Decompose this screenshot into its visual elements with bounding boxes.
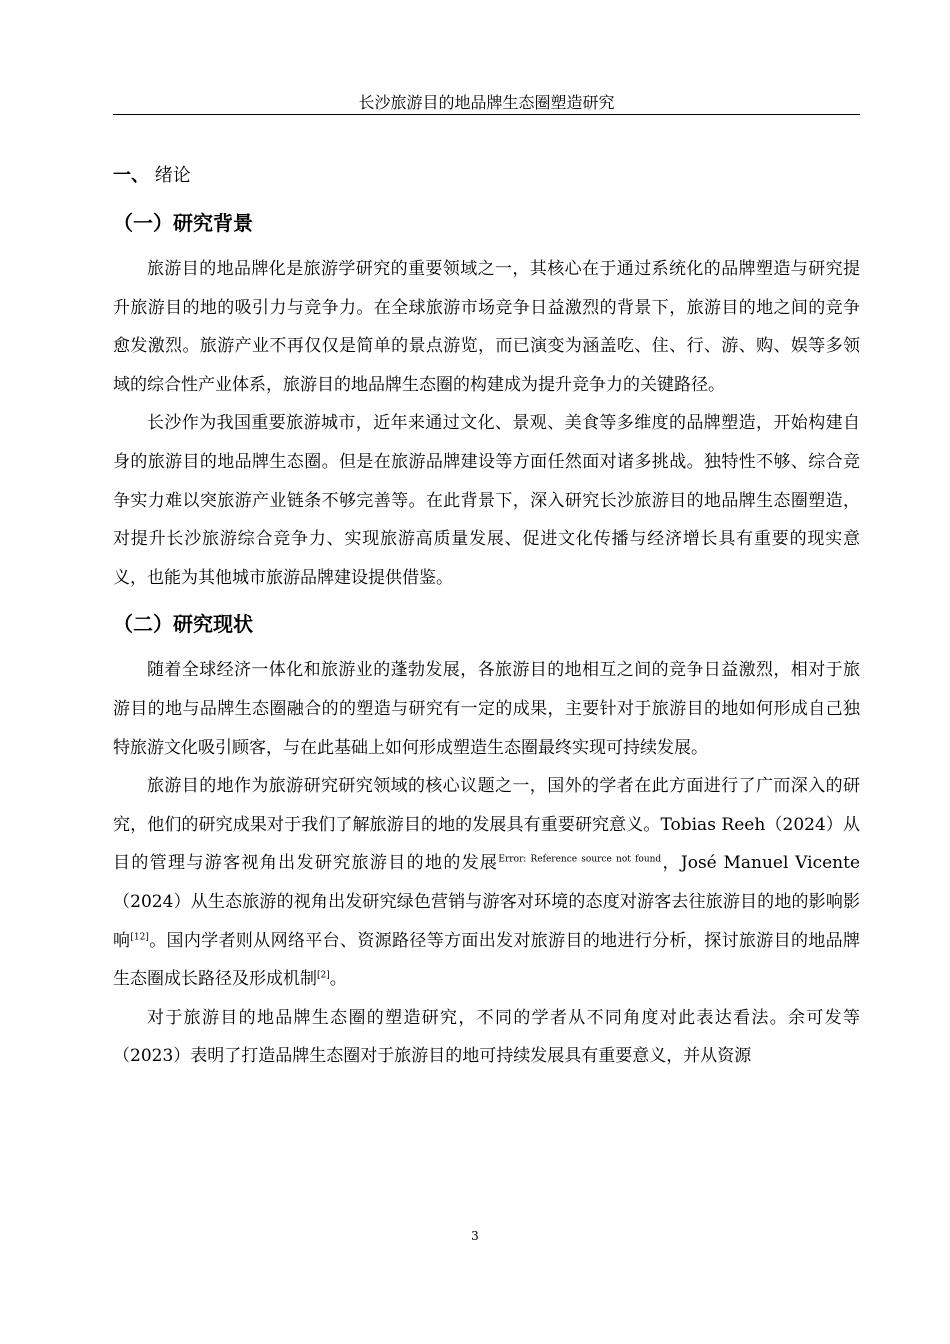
citation-marker: [12]	[130, 931, 149, 942]
paragraph-text: 旅游目的地作为旅游研究研究领域的核心议题之一，国外的学者在此方面进行了广而深入的研究，他们的研究成果对于我们了解旅游目的地的发展具有重要研究意义。Tobias Reeh（2024）从目的管理与游客视角出发研究旅游目的地的发展	[113, 776, 860, 874]
section-heading	[113, 160, 860, 192]
subsection-heading-status: （二）研究现状	[113, 612, 253, 637]
section-number: 一、	[113, 165, 149, 186]
paragraph-background-1: 旅游目的地品牌化是旅游学研究的重要领域之一，其核心在于通过系统化的品牌塑造与研究提升旅游目的地的吸引力与竞争力。在全球旅游市场竞争日益激烈的背景下，旅游目的地之间的竞争愈发激烈。旅游产业不再仅仅是简单的景点游览，而已演变为涵盖吃、住、行、游、购、娱等多领域的综合性产业体系，旅游目的地品牌生态圈的构建成为提升竞争力的关键路径。	[113, 259, 860, 395]
paragraph-status-1: 随着全球经济一体化和旅游业的蓬勃发展，各旅游目的地相互之间的竞争日益激烈，相对于旅游目的地与品牌生态圈融合的的塑造与研究有一定的成果，主要针对于旅游目的地如何形成自己独特旅游文化吸引顾客，与在此基础上如何形成塑造生态圈最终实现可持续发展。	[113, 660, 860, 758]
running-header: 长沙旅游目的地品牌生态圈塑造研究	[113, 92, 860, 115]
subsection-heading-background: （一）研究背景	[113, 211, 253, 235]
paragraph-text: 。	[329, 969, 347, 990]
paragraph-text: 。国内学者则从网络平台、资源路径等方面出发对旅游目的地进行分析，探讨旅游目的地品牌生态圈成长路径及形成机制	[113, 930, 861, 990]
citation-marker: [2]	[317, 970, 330, 981]
page-number: 3	[471, 1229, 479, 1243]
section-title: 绪论	[154, 165, 191, 186]
page-content	[113, 160, 860, 1076]
paragraph-background-2: 长沙作为我国重要旅游城市，近年来通过文化、景观、美食等多维度的品牌塑造，开始构建自身的旅游目的地品牌生态圈。但是在旅游品牌建设等方面任然面对诸多挑战。独特性不够、综合竞争实力难以突旅游产业链条不够完善等。在此背景下，深入研究长沙旅游目的地品牌生态圈塑造，对提升长沙旅游综合竞争力、实现旅游高质量发展、促进文化传播与经济增长具有重要的现实意义，也能为其他城市旅游品牌建设提供借鉴。	[113, 413, 860, 588]
reference-error: Error: Reference source not found	[498, 854, 662, 865]
paragraph-text: ，José Manuel Vicente（2024）从生态旅游的视角出发研究绿色营销与游客对环境的态度对游客去往旅游目的地的影响影响	[113, 853, 861, 951]
paragraph-status-2	[113, 767, 860, 999]
paragraph-status-3: 对于旅游目的地品牌生态圈的塑造研究，不同的学者从不同角度对此表达看法。余可发等（2023）表明了打造品牌生态圈对于旅游目的地可持续发展具有重要意义，并从资源	[113, 1007, 860, 1067]
